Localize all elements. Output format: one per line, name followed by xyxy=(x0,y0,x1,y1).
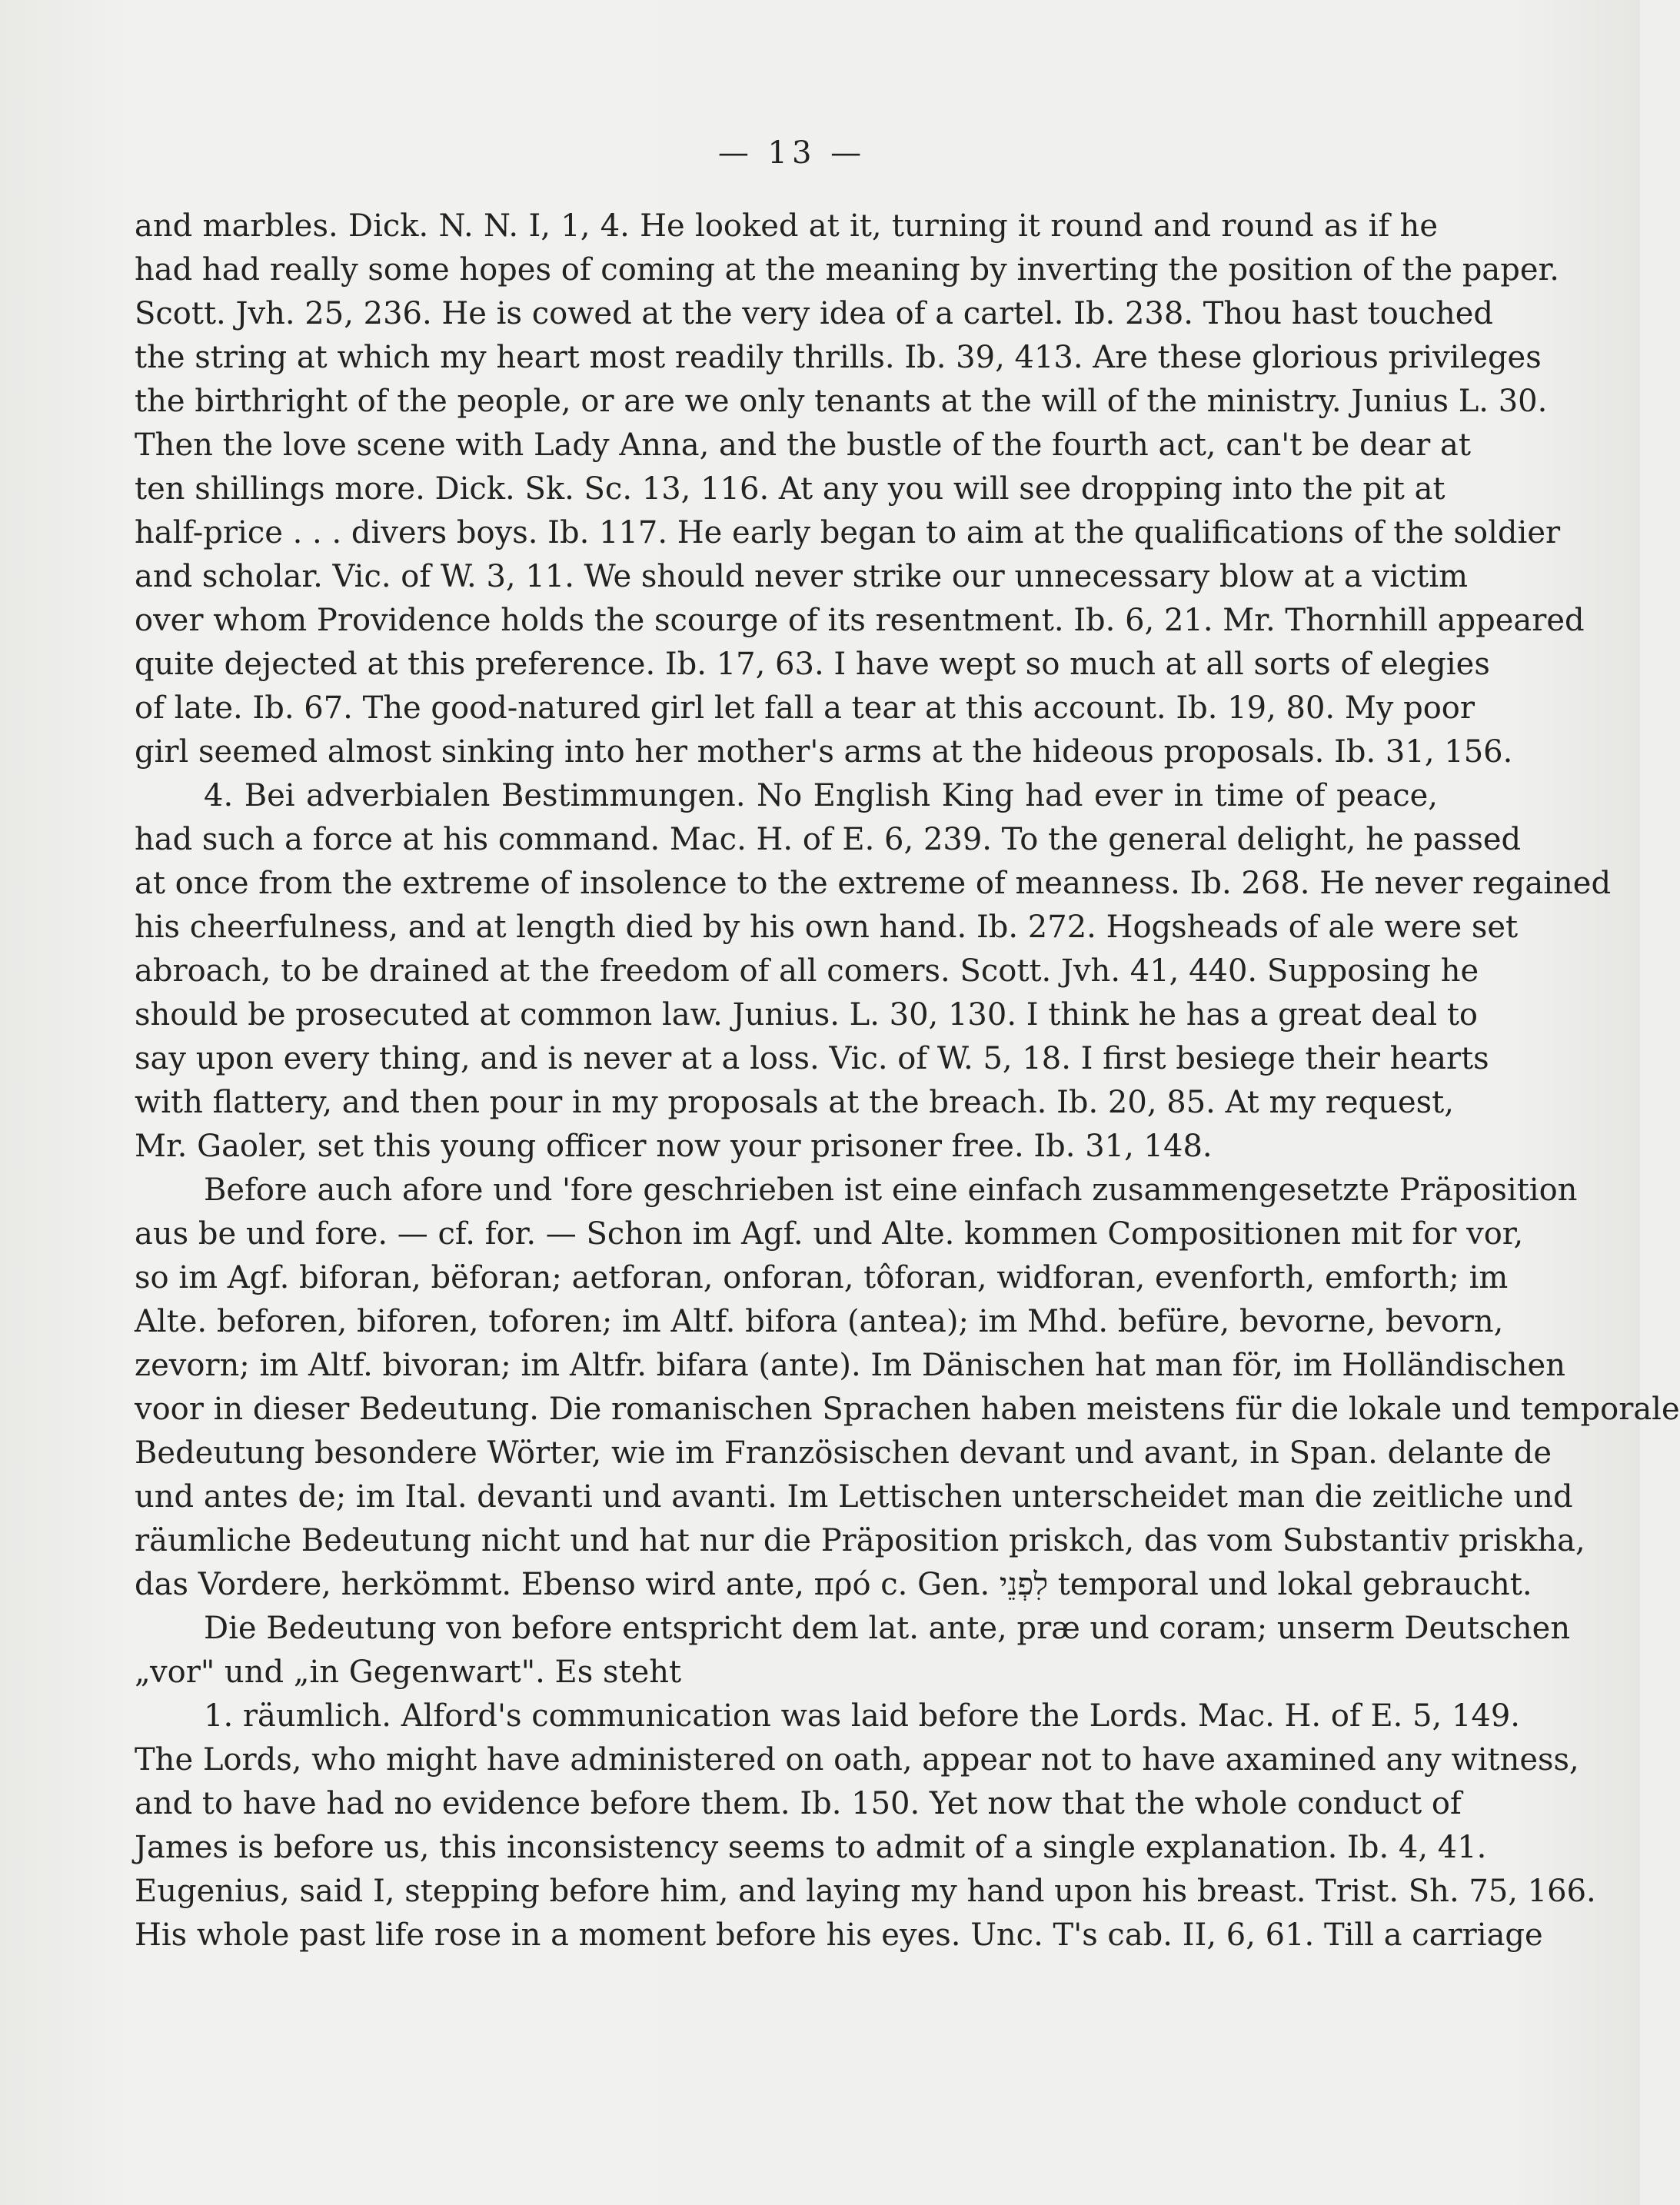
text-line: had had really some hopes of coming at the meaning by inverting the position of the paper. xyxy=(135,252,1559,288)
text-line: räumliche Bedeutung nicht und hat nur die Präposition priskch, das vom Substantiv priskha, xyxy=(135,1523,1585,1558)
text-line: at once from the extreme of insolence to the extreme of meanness. Ib. 268. He never regained xyxy=(135,866,1612,901)
text-line: abroach, to be drained at the freedom of all comers. Scott. Jvh. 41, 440. Supposing he xyxy=(135,953,1479,989)
text-line: girl seemed almost sinking into her mother's arms at the hideous proposals. Ib. 31, 156. xyxy=(135,734,1513,770)
text-line: „vor" und „in Gegenwart". Es steht xyxy=(135,1655,682,1690)
text-line: Die Bedeutung von before entspricht dem lat. ante, præ und coram; unserm Deutschen xyxy=(204,1611,1571,1646)
text-line: voor in dieser Bedeutung. Die romanischen Sprachen haben meistens für die lokale und temporale xyxy=(135,1392,1680,1427)
text-line: 1. räumlich. Alford's communication was laid before the Lords. Mac. H. of E. 5, 149. xyxy=(204,1698,1521,1734)
text-line: James is before us, this inconsistency seems to admit of a single explanation. Ib. 4, 41. xyxy=(135,1830,1487,1865)
text-line: half-price . . . divers boys. Ib. 117. He early began to aim at the qualifications of the soldier xyxy=(135,515,1561,550)
text-line: Bedeutung besondere Wörter, wie im Französischen devant und avant, in Span. delante de xyxy=(135,1435,1552,1471)
text-line: had such a force at his command. Mac. H. of E. 6, 239. To the general delight, he passed xyxy=(135,822,1522,857)
text-line: and to have had no evidence before them. Ib. 150. Yet now that the whole conduct of xyxy=(135,1786,1462,1821)
text-line: quite dejected at this preference. Ib. 17, 63. I have wept so much at all sorts of elegies xyxy=(135,647,1490,682)
text-line: over whom Providence holds the scourge of its resentment. Ib. 6, 21. Mr. Thornhill appeared xyxy=(135,603,1585,638)
text-line: Mr. Gaoler, set this young officer now your prisoner free. Ib. 31, 148. xyxy=(135,1129,1213,1164)
text-line: Scott. Jvh. 25, 236. He is cowed at the very idea of a cartel. Ib. 238. Thou hast touched xyxy=(135,296,1494,331)
text-line: ten shillings more. Dick. Sk. Sc. 13, 116. At any you will see dropping into the pit at xyxy=(135,471,1445,507)
text-line: Eugenius, said I, stepping before him, and laying my hand upon his breast. Trist. Sh. 75, 166. xyxy=(135,1874,1596,1909)
text-line: The Lords, who might have administered on oath, appear not to have axamined any witness, xyxy=(135,1742,1579,1778)
text-line: 4. Bei adverbialen Bestimmungen. No English King had ever in time of peace, xyxy=(204,778,1438,813)
text-line: say upon every thing, and is never at a loss. Vic. of W. 5, 18. I first besiege their hearts xyxy=(135,1041,1489,1076)
text-line: and scholar. Vic. of W. 3, 11. We should never strike our unnecessary blow at a victim xyxy=(135,559,1469,594)
text-line: Then the love scene with Lady Anna, and the bustle of the fourth act, can't be dear at xyxy=(135,427,1471,463)
text-line: his cheerfulness, and at length died by his own hand. Ib. 272. Hogsheads of ale were set xyxy=(135,910,1519,945)
text-line: the birthright of the people, or are we only tenants at the will of the ministry. Junius L. 30. xyxy=(135,384,1548,419)
text-line: das Vordere, herkömmt. Ebenso wird ante, πρό c. Gen. לִפְנֵי temporal und lokal gebraucht. xyxy=(135,1567,1532,1602)
text-line: so im Agf. biforan, bëforan; aetforan, onforan, tôforan, widforan, evenforth, emforth; im xyxy=(135,1260,1509,1295)
body-text xyxy=(135,205,1680,1957)
page-number: — 13 — xyxy=(717,135,867,171)
text-line: Alte. beforen, biforen, toforen; im Altf. bifora (antea); im Mhd. befüre, bevorne, bevorn, xyxy=(135,1304,1504,1339)
text-line: aus be und fore. — cf. for. — Schon im Agf. und Altе. kommen Compositionen mit for vor, xyxy=(135,1216,1524,1252)
text-line: with flattery, and then pour in my proposals at the breach. Ib. 20, 85. At my request, xyxy=(135,1085,1454,1120)
text-line: und antes de; im Ital. devanti und avanti. Im Lettischen unterscheidet man die zeitliche und xyxy=(135,1479,1573,1515)
text-line: His whole past life rose in a moment before his eyes. Unc. T's cab. II, 6, 61. Till a carriage xyxy=(135,1917,1543,1953)
text-line: zevorn; im Altf. bivoran; im Altfr. bifara (ante). Im Dänischen hat man för, im Holländischen xyxy=(135,1348,1565,1383)
text-line: of late. Ib. 67. The good-natured girl let fall a tear at this account. Ib. 19, 80. My poor xyxy=(135,690,1475,726)
text-line: and marbles. Dick. N. N. I, 1, 4. He looked at it, turning it round and round as if he xyxy=(135,208,1438,244)
text-line: Before auch afore und 'fore geschrieben ist eine einfach zusammengesetzte Präposition xyxy=(204,1172,1578,1208)
text-line: the string at which my heart most readily thrills. Ib. 39, 413. Are these glorious privileges xyxy=(135,340,1542,375)
text-line: should be prosecuted at common law. Junius. L. 30, 130. I think he has a great deal to xyxy=(135,997,1478,1033)
